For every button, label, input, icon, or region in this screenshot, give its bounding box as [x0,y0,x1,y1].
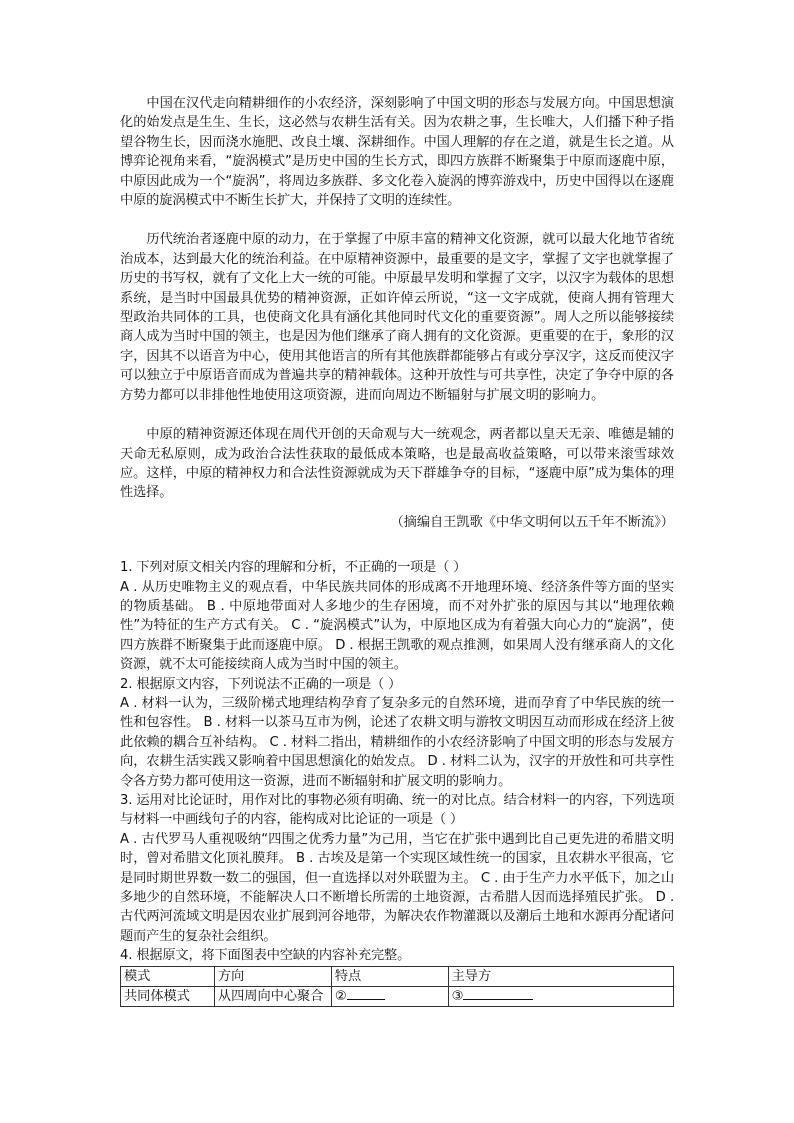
table-row [121,987,674,1007]
table-header-row [121,966,674,986]
table-cell-mode: 共同体模式 [121,987,215,1007]
table-header-cell: 主导方 [448,966,673,986]
table-header-cell: 特点 [331,966,448,986]
table-cell-direction: 从四周向中心聚合 [214,987,331,1007]
table-cell-feature[interactable] [331,987,448,1007]
blank-label-2: ② [334,989,347,1005]
passage-paragraph-1: 中国在汉代走向精耕细作的小农经济，深刻影响了中国文明的形态与发展方向。中国思想演化的始发点是生生、生长，这必然与农耕生活有关。因为农耕之事，生长唯大，人们播下种子指望谷物生长，因而浇水施肥、改良土壤、深耕细作。中国人理解的存在之道，就是生长之道。从博弈论视角来看，“旋涡模式”是历史中国的生长方式，即四方族群不断聚集于中原而逐鹿中原，中原因此成为一个“旋涡”，将周边多族群、多文化卷入旋涡的博弈游戏中，历史中国得以在逐鹿中原的旋涡模式中不断生长扩大，并保持了文明的连续性。 [120,96,674,209]
passage-paragraph-3: 中原的精神资源还体现在周代开创的天命观与大一统观念，两者都以皇天无亲、唯德是辅的天命无私原则，成为政治合法性获取的最低成本策略，也是最高收益策略，可以带来滚雪球效应。这样，中原的精神权力和合法性资源就成为天下群雄争夺的目标，“逐鹿中原”成为集体的理性选择。 [120,427,674,501]
question-3-stem: 3. 运用对比论证时，用作对比的事物必须有明确、统一的对比点。结合材料一的内容，下列选项与材料一中画线句子的内容，能构成对比论证的一项是（ ） [120,793,674,828]
question-1-options: A . 从历史唯物主义的观点看，中华民族共同体的形成离不开地理环境、经济条件等方面的坚实的物质基础。 B . 中原地带面对人多地少的生存困境，而不对外扩张的原因与其以“地理依赖性”为特征的生产方式有关。 C . “旋涡模式”认为，中原地区成为有着强大向心力的“旋涡”，使四方族群不断聚集于此而逐鹿中原。 D . 根据王凯歌的观点推测，如果周人没有继承商人的文化资源，就不太可能接续商人成为当时中国的领主。 [120,579,674,673]
question-1-stem: 1. 下列对原文相关内容的理解和分析，不正确的一项是（ ） [120,560,467,576]
blank-line-3[interactable] [463,987,533,1000]
answer-table [120,966,674,1008]
question-2-stem: 2. 根据原文内容，下列说法不正确的一项是（ ） [120,676,402,692]
passage-paragraph-2: 历代统治者逐鹿中原的动力，在于掌握了中原丰富的精神文化资源，就可以最大化地节省统治成本，达到最大化的统治利益。在中原精神资源中，最重要的是文字，掌握了文字也就掌握了历史的书写权，就有了文化上大一统的可能。中原最早发明和掌握了文字，以汉字为载体的思想系统，是当时中国最具优势的精神资源，正如许倬云所说，“这一文字成就，使商人拥有管理大型政治共同体的工具，也使商文化具有涵化其他同时代文化的重要资源”。周人之所以能够接续商人成为当时中国的领主，也是因为他们继承了商人拥有的文化资源。更重要的在于，象形的汉字，因其不以语音为中心，使用其他语言的所有其他族群都能够占有或分享汉字，这反而使汉字可以独立于中原语音而成为普遍共享的精神载体。这种开放性与可共享性，决定了争夺中原的各方势力都可以非排他性地使用这项资源，进而向周边不断辐射与扩展文明的影响力。 [120,232,674,403]
question-2-options: A . 材料一认为，三级阶梯式地理结构孕育了复杂多元的自然环境，进而孕育了中华民族的统一性和包容性。 B . 材料一以茶马互市为例，论述了农耕文明与游牧文明因互动而形成在经济上彼此依赖的耦合互补结构。 C . 材料二指出，精耕细作的小农经济影响了中国文明的形态与发展方向，农耕生活实践又影响着中国思想演化的始发点。 D . 材料二认为，汉字的开放性和可共享性令各方势力都可使用这一资源，进而不断辐射和扩展文明的影响力。 [120,695,674,789]
document-body [120,94,674,1007]
question-3-options: A . 古代罗马人重视吸纳“四围之优秀力量”为己用，当它在扩张中遇到比自己更先进的希腊文明时，曾对希腊文化顶礼膜拜。 B . 古埃及是第一个实现区域性统一的国家，且农耕水平很高，它是同时期世界数一数二的强国，但一直选择以对外联盟为主。 C . 由于生产力水平低下，加之山多地少的自然环境，不能解决人口不断增长所需的土地资源，古希腊人因而选择殖民扩张。 D . 古代两河流域文明是因农业扩展到河谷地带，为解决农作物灌溉以及潮后土地和水源再分配诸问题而产生的复杂社会组织。 [120,831,674,944]
blank-label-3: ③ [451,989,464,1005]
source-citation: （摘编自王凯歌《中华文明何以五千年不断流》） [390,514,674,530]
table-header-cell: 模式 [121,966,215,986]
blank-line-2[interactable] [347,987,385,1000]
table-cell-leader[interactable] [448,987,673,1007]
question-4-stem: 4. 根据原文，将下面图表中空缺的内容补充完整。 [120,948,411,964]
table-header-cell: 方向 [214,966,331,986]
